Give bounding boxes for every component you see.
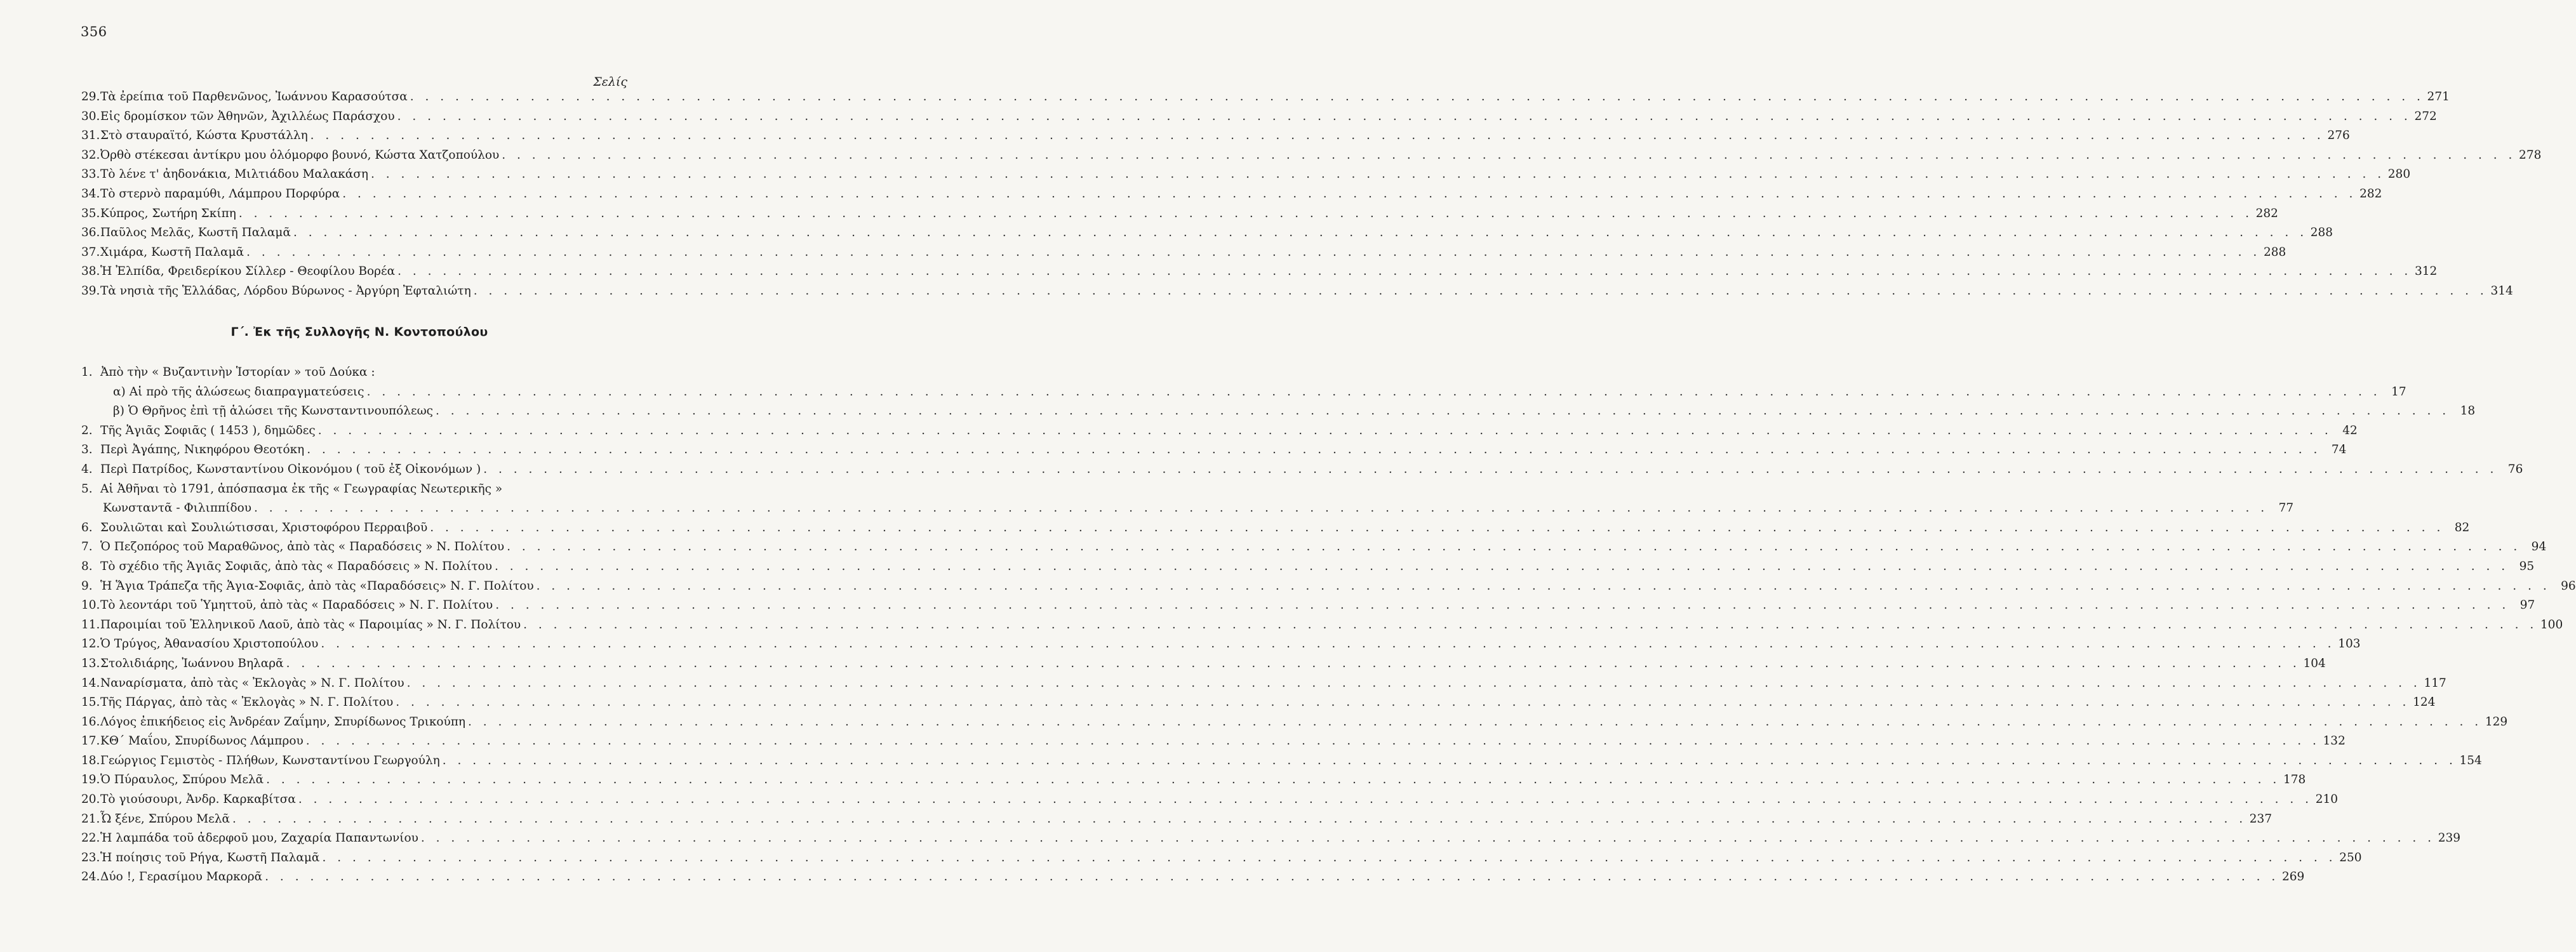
entry-title: Ὁ Τρύγος, Ἀθανασίου Χριστοπούλου xyxy=(100,637,319,651)
dot-leader xyxy=(286,654,2300,674)
toc-entry-32 xyxy=(81,146,2542,166)
dot-leader xyxy=(307,440,2321,460)
entry-page: 103 xyxy=(2338,637,2361,651)
page-number: 356 xyxy=(81,24,107,39)
dot-leader xyxy=(468,713,2482,732)
entry-title: Τῆς Ἁγιᾶς Σοφιᾶς ( 1453 ), δημῶδες xyxy=(100,423,316,437)
dot-leader xyxy=(495,596,2509,616)
entry-page: 282 xyxy=(2255,206,2278,220)
entry-number: 39. xyxy=(81,284,100,298)
dot-leader xyxy=(246,243,2260,263)
entry-title: Στολιδιάρης, Ἰωάννου Βηλαρᾶ xyxy=(100,656,284,670)
dot-leader xyxy=(318,421,2332,441)
toc-entry-33 xyxy=(81,165,2411,185)
entry-title: Στὸ σταυραϊτό, Κώστα Κρυστάλλη xyxy=(100,129,308,143)
entry-number: 31. xyxy=(81,129,100,143)
entry-page: 288 xyxy=(2310,226,2333,240)
entry-title: Λόγος ἐπικήδειος εἰς Ἀνδρέαν Ζαΐμην, Σπυρίδωνος Τρικούπη xyxy=(100,715,466,729)
entry-title: Ὁ Πεζοπόρος τοῦ Μαραθῶνος, ἀπὸ τὰς « Παραδόσεις » Ν. Πολίτου xyxy=(100,540,505,554)
entry-number: 20. xyxy=(81,793,100,807)
entry-title: Τῆς Πάργας, ἀπὸ τὰς « Ἐκλογὰς » Ν. Γ. Πολίτου xyxy=(100,696,394,710)
entry-page: 96 xyxy=(2561,579,2576,593)
entry-number: 21. xyxy=(81,812,100,826)
toc-entry-38 xyxy=(81,262,2438,282)
toc-entry-1 xyxy=(81,363,627,383)
entry-number: 18. xyxy=(81,753,100,767)
entry-number: 12. xyxy=(81,637,100,651)
dot-leader xyxy=(293,223,2307,243)
entry-title: Ἡ Ἅγια Τράπεζα τῆς Ἁγια-Σοφιᾶς, ἀπὸ τὰς «Παραδόσεις» Ν. Γ. Πολίτου xyxy=(100,579,534,593)
entry-page: 271 xyxy=(2427,90,2450,103)
toc-subentry-b xyxy=(81,402,2476,421)
toc-entry-35 xyxy=(81,204,2278,224)
toc-entry-23 xyxy=(81,849,2362,868)
dot-leader xyxy=(321,635,2335,654)
entry-title: Ὁ Θρῆνος ἐπὶ τῇ ἁλώσει τῆς Κωνσταντινουπόλεως xyxy=(128,404,434,418)
entry-number: 11. xyxy=(81,618,100,631)
entry-title: Αἱ πρὸ τῆς ἁλώσεως διαπραγματεύσεις xyxy=(129,385,364,399)
entry-number: 23. xyxy=(81,850,100,864)
toc-entry-3 xyxy=(81,440,2347,460)
dot-leader xyxy=(232,810,2246,830)
entry-title: Ἡ ποίησις τοῦ Ρήγα, Κωστῆ Παλαμᾶ xyxy=(100,850,320,864)
dot-leader xyxy=(483,460,2497,480)
entry-page: 104 xyxy=(2303,656,2326,670)
dot-leader xyxy=(430,519,2444,538)
entry-title: Περὶ Πατρίδος, Κωνσταντίνου Οἰκονόμου ( τοῦ ἐξ Οἰκονόμων ) xyxy=(100,462,481,476)
entry-number: 37. xyxy=(81,245,100,259)
dot-leader xyxy=(407,674,2421,694)
entry-title: Γεώργιος Γεμιστὸς - Πλήθων, Κωνσταντίνου Γεωργούλη xyxy=(100,753,440,767)
toc-entry-36 xyxy=(81,223,2333,243)
entry-page: 100 xyxy=(2540,618,2563,631)
entry-number: 29. xyxy=(81,90,100,103)
entry-number: 4. xyxy=(81,462,93,476)
toc-entry-34 xyxy=(81,185,2382,204)
entry-title: Τὰ νησιὰ τῆς Ἑλλάδας, Λόρδου Βύρωνος - Ἀργύρη Ἐφταλιώτη xyxy=(100,284,471,298)
toc-entry-17 xyxy=(81,732,2346,751)
entry-title: Τὰ ἐρείπια τοῦ Παρθενῶνος, Ἰωάννου Καρασούτσα xyxy=(100,90,408,103)
dot-leader xyxy=(474,282,2488,301)
dot-leader xyxy=(342,185,2356,204)
entry-title: ΚΘ΄ Μαΐου, Σπυρίδωνος Λάμπρου xyxy=(100,734,304,748)
dot-leader xyxy=(371,165,2385,185)
entry-title: Παροιμίαι τοῦ Ἑλληνικοῦ Λαοῦ, ἀπὸ τὰς « Παροιμίας » Ν. Γ. Πολίτου xyxy=(100,618,521,631)
entry-title: Κωνσταντᾶ - Φιλιππίδου xyxy=(103,501,251,515)
entry-number: 33. xyxy=(81,168,100,182)
entry-page: 77 xyxy=(2278,501,2294,515)
entry-title: Ἡ λαμπάδα τοῦ ἀδερφοῦ μου, Ζαχαρία Παπαντωνίου xyxy=(100,831,418,845)
toc-entry-37 xyxy=(81,243,2286,263)
entry-page: 154 xyxy=(2459,753,2482,767)
entry-page: 94 xyxy=(2531,540,2547,554)
toc-entry-31 xyxy=(81,126,2350,146)
entry-title: Σουλιῶται καὶ Σουλιώτισσαι, Χριστοφόρου Περραιβοῦ xyxy=(100,520,428,534)
dot-leader xyxy=(397,107,2412,127)
toc-entry-10 xyxy=(81,596,2535,616)
entry-number: 34. xyxy=(81,187,100,201)
entry-page: 76 xyxy=(2507,462,2523,476)
toc-subentry-a xyxy=(81,383,2406,402)
entry-title: Τὸ λένε τ' ἀηδονάκια, Μιλτιάδου Μαλακάση xyxy=(100,168,368,182)
entry-page: 250 xyxy=(2339,850,2362,864)
entry-page: 288 xyxy=(2263,245,2286,259)
entry-title: Ἡ Ἐλπίδα, Φρειδερίκου Σίλλερ - Θεοφίλου Βορέα xyxy=(100,265,396,279)
dot-leader xyxy=(306,732,2320,751)
entry-number: 22. xyxy=(81,831,100,845)
toc-entry-20 xyxy=(81,790,2339,810)
entry-page: 178 xyxy=(2283,773,2306,787)
entry-number: 35. xyxy=(81,206,100,220)
toc-entry-4 xyxy=(81,460,2523,480)
entry-title: Δύο !, Γερασίμου Μαρκορᾶ xyxy=(100,870,263,884)
entry-number: 16. xyxy=(81,715,100,729)
entry-title: Ὀρθὸ στέκεσαι ἀντίκρυ μου ὁλόμορφο βουνό, Κώστα Χατζοπούλου xyxy=(100,148,500,162)
dot-leader xyxy=(397,262,2412,282)
entry-page: 97 xyxy=(2519,598,2535,612)
dot-leader xyxy=(367,383,2381,402)
toc-entry-24 xyxy=(81,868,2305,887)
entry-number: 15. xyxy=(81,696,100,710)
toc-section-b xyxy=(81,363,2576,887)
dot-leader xyxy=(436,402,2450,421)
entry-number: 9. xyxy=(81,579,93,593)
toc-entry-13 xyxy=(81,654,2326,674)
toc-entry-30 xyxy=(81,107,2437,127)
entry-page: 276 xyxy=(2327,129,2350,143)
dot-leader xyxy=(298,790,2312,810)
dot-leader xyxy=(396,693,2410,713)
toc-entry-29 xyxy=(81,88,2450,107)
entry-page: 42 xyxy=(2342,423,2358,437)
entry-title: Ναναρίσματα, ἀπὸ τὰς « Ἐκλογὰς » Ν. Γ. Πολίτου xyxy=(100,676,404,690)
entry-page: 210 xyxy=(2315,793,2339,807)
entry-page: 117 xyxy=(2424,676,2446,690)
dot-leader xyxy=(265,868,2279,887)
entry-number: 24. xyxy=(81,870,100,884)
toc-section-a xyxy=(81,88,2542,301)
entry-title: Ὁ Πύραυλος, Σπύρου Μελᾶ xyxy=(100,773,264,787)
entry-page: 82 xyxy=(2454,520,2470,534)
entry-title: Τὸ λεοντάρι τοῦ Ὑμηττοῦ, ἀπὸ τὰς « Παραδόσεις » Ν. Γ. Πολίτου xyxy=(100,598,493,612)
entry-page: 18 xyxy=(2460,404,2476,418)
pages-column-label: Σελίς xyxy=(593,75,627,89)
entry-title: Παῦλος Μελᾶς, Κωστῆ Παλαμᾶ xyxy=(100,226,291,240)
entry-page: 239 xyxy=(2438,831,2461,845)
entry-title: Χιμάρα, Κωστῆ Παλαμᾶ xyxy=(100,245,244,259)
entry-page: 237 xyxy=(2249,812,2272,826)
entry-number: 8. xyxy=(81,559,93,573)
toc-entry-2 xyxy=(81,421,2358,441)
toc-entry-12 xyxy=(81,635,2361,654)
entry-page: 124 xyxy=(2413,696,2436,710)
entry-page: 278 xyxy=(2519,148,2542,162)
dot-leader xyxy=(537,577,2551,597)
entry-title: Τὸ γιούσουρι, Ἀνδρ. Καρκαβίτσα xyxy=(100,793,296,807)
entry-number: 32. xyxy=(81,148,100,162)
dot-leader xyxy=(322,849,2336,868)
entry-number: 6. xyxy=(81,520,93,534)
entry-title: Τὸ στερνὸ παραμύθι, Λάμπρου Πορφύρα xyxy=(100,187,340,201)
toc-entry-14 xyxy=(81,674,2446,694)
entry-page: 132 xyxy=(2323,734,2346,748)
dot-leader xyxy=(502,146,2516,166)
toc-entry-15 xyxy=(81,693,2436,713)
toc-entry-7 xyxy=(81,538,2547,557)
entry-title: Ὦ ξένε, Σπύρου Μελᾶ xyxy=(100,812,230,826)
entry-title: Εἰς δρομίσκον τῶν Ἀθηνῶν, Ἀχιλλέως Παράσχου xyxy=(100,109,395,123)
entry-page: 129 xyxy=(2485,715,2508,729)
entry-number: 5. xyxy=(81,482,93,496)
dot-leader xyxy=(443,751,2457,771)
entry-number: 17. xyxy=(81,734,100,748)
entry-number: 19. xyxy=(81,773,100,787)
section-heading: Γ΄. Ἐκ τῆς Συλλογῆς Ν. Κοντοπούλου xyxy=(230,325,488,339)
entry-number: 38. xyxy=(81,265,100,279)
toc-entry-16 xyxy=(81,713,2508,732)
toc-entry-21 xyxy=(81,810,2272,830)
entry-title: Αἱ Ἀθῆναι τὸ 1791, ἀπόσπασμα ἐκ τῆς « Γεωγραφίας Νεωτερικῆς » xyxy=(100,482,503,496)
entry-page: 312 xyxy=(2414,265,2438,279)
entry-title: Ἀπὸ τὴν « Βυζαντινὴν Ἱστορίαν » τοῦ Δούκα : xyxy=(100,366,375,379)
toc-entry-11 xyxy=(81,616,2563,635)
toc-entry-39 xyxy=(81,282,2513,301)
toc-entry-5-continued xyxy=(81,499,2294,519)
toc-entry-8 xyxy=(81,557,2535,577)
entry-number: 3. xyxy=(81,443,93,457)
dot-leader xyxy=(507,538,2521,557)
dot-leader xyxy=(410,88,2424,107)
entry-number: 7. xyxy=(81,540,93,554)
entry-title: Τὸ σχέδιο τῆς Ἁγιᾶς Σοφιᾶς, ἀπὸ τὰς « Παραδόσεις » Ν. Πολίτου xyxy=(100,559,493,573)
toc-entry-5 xyxy=(81,480,627,499)
toc-entry-18 xyxy=(81,751,2482,771)
dot-leader xyxy=(421,829,2435,849)
entry-number: 10. xyxy=(81,598,100,612)
entry-number: 1. xyxy=(81,366,93,379)
entry-number: 30. xyxy=(81,109,100,123)
dot-leader xyxy=(254,499,2268,519)
dot-leader xyxy=(239,204,2253,224)
entry-number: 2. xyxy=(81,423,93,437)
entry-title: Κύπρος, Σωτήρη Σκίπη xyxy=(100,206,236,220)
entry-title: Περὶ Ἀγάπης, Νικηφόρου Θεοτόκη xyxy=(100,443,305,457)
dot-leader xyxy=(266,770,2280,790)
entry-page: 282 xyxy=(2359,187,2382,201)
entry-number: 14. xyxy=(81,676,100,690)
entry-page: 17 xyxy=(2391,385,2406,399)
toc-entry-19 xyxy=(81,770,2306,790)
dot-leader xyxy=(495,557,2509,577)
entry-page: 314 xyxy=(2490,284,2513,298)
entry-page: 272 xyxy=(2414,109,2437,123)
toc-entry-6 xyxy=(81,519,2470,538)
entry-number: 36. xyxy=(81,226,100,240)
entry-number: β) xyxy=(113,404,124,418)
toc-entry-22 xyxy=(81,829,2461,849)
entry-number: α) xyxy=(113,385,126,399)
entry-page: 95 xyxy=(2519,559,2535,573)
entry-page: 269 xyxy=(2281,870,2305,884)
toc-entry-9 xyxy=(81,577,2576,597)
dot-leader xyxy=(310,126,2325,146)
entry-page: 74 xyxy=(2331,443,2347,457)
entry-number: 13. xyxy=(81,656,100,670)
dot-leader xyxy=(523,616,2537,635)
entry-page: 280 xyxy=(2387,168,2411,182)
